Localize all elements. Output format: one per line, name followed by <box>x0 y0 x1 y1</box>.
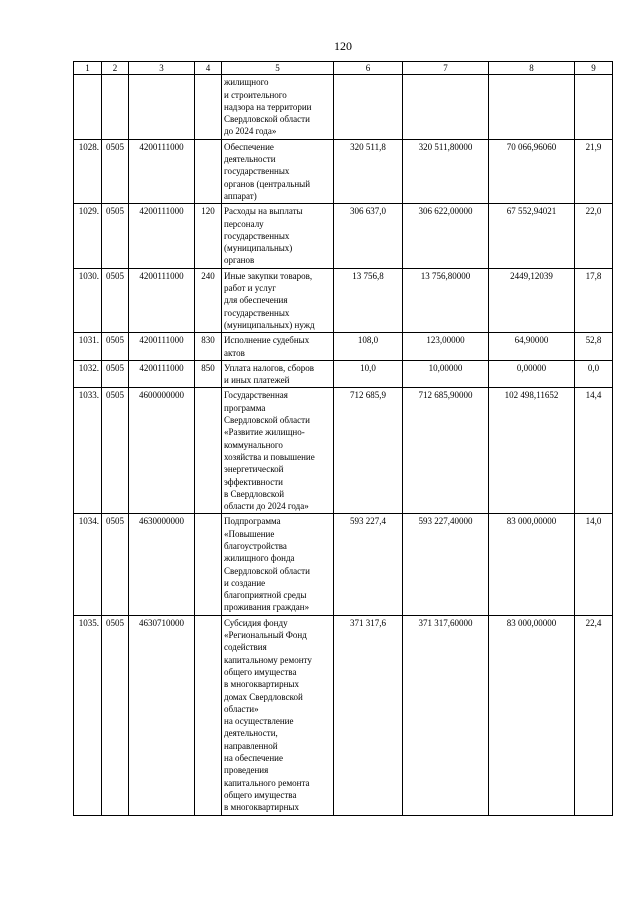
expense-type-cell: 850 <box>195 360 222 388</box>
expense-type-cell: 830 <box>195 333 222 361</box>
percent-cell: 21,9 <box>575 139 613 203</box>
plan-value-cell: 320 511,8 <box>334 139 403 203</box>
plan-value-cell: 108,0 <box>334 333 403 361</box>
row-number-cell: 1035. <box>74 615 102 815</box>
target-code-cell: 4200111000 <box>129 268 195 332</box>
description-cell: Субсидия фонду «Региональный Фонд содействия капитальному ремонту общего имущества в многоквартирных домах Свердловской области» на осуществление деятельности, направленной на обеспечение проведения капитального ремонта общего имущества в многоквартирных <box>222 615 334 815</box>
target-code-cell: 4630710000 <box>129 615 195 815</box>
actual-value-cell: 83 000,00000 <box>489 514 575 615</box>
expense-type-cell <box>195 615 222 815</box>
revised-value-cell: 306 622,00000 <box>403 204 489 268</box>
target-code-cell: 4200111000 <box>129 360 195 388</box>
description-cell: Исполнение судебных актов <box>222 333 334 361</box>
target-code-cell: 4200111000 <box>129 204 195 268</box>
revised-value-cell <box>403 75 489 139</box>
row-number-cell: 1034. <box>74 514 102 615</box>
plan-value-cell: 13 756,8 <box>334 268 403 332</box>
header-cell: 2 <box>102 62 129 75</box>
description-cell: Иные закупки товаров, работ и услуг для обеспечения государственных (муниципальных) нужд <box>222 268 334 332</box>
actual-value-cell: 64,90000 <box>489 333 575 361</box>
actual-value-cell: 102 498,11652 <box>489 388 575 514</box>
section-code-cell <box>102 75 129 139</box>
actual-value-cell: 0,00000 <box>489 360 575 388</box>
table-row <box>74 75 613 139</box>
plan-value-cell: 10,0 <box>334 360 403 388</box>
percent-cell: 17,8 <box>575 268 613 332</box>
target-code-cell: 4630000000 <box>129 514 195 615</box>
target-code-cell: 4200111000 <box>129 333 195 361</box>
revised-value-cell: 712 685,90000 <box>403 388 489 514</box>
header-cell: 4 <box>195 62 222 75</box>
section-code-cell: 0505 <box>102 514 129 615</box>
actual-value-cell: 70 066,96060 <box>489 139 575 203</box>
row-number-cell: 1033. <box>74 388 102 514</box>
section-code-cell: 0505 <box>102 268 129 332</box>
revised-value-cell: 320 511,80000 <box>403 139 489 203</box>
budget-table <box>73 61 613 816</box>
row-number-cell: 1028. <box>74 139 102 203</box>
revised-value-cell: 123,00000 <box>403 333 489 361</box>
plan-value-cell <box>334 75 403 139</box>
actual-value-cell: 83 000,00000 <box>489 615 575 815</box>
plan-value-cell: 593 227,4 <box>334 514 403 615</box>
section-code-cell: 0505 <box>102 139 129 203</box>
plan-value-cell: 712 685,9 <box>334 388 403 514</box>
section-code-cell: 0505 <box>102 333 129 361</box>
section-code-cell: 0505 <box>102 360 129 388</box>
table-row <box>74 204 613 268</box>
table-row <box>74 139 613 203</box>
expense-type-cell <box>195 514 222 615</box>
table-row <box>74 615 613 815</box>
row-number-cell: 1031. <box>74 333 102 361</box>
actual-value-cell: 2449,12039 <box>489 268 575 332</box>
percent-cell: 22,4 <box>575 615 613 815</box>
table-row <box>74 388 613 514</box>
expense-type-cell: 120 <box>195 204 222 268</box>
description-cell: Расходы на выплаты персоналу государственных (муниципальных) органов <box>222 204 334 268</box>
percent-cell: 0,0 <box>575 360 613 388</box>
row-number-cell: 1030. <box>74 268 102 332</box>
expense-type-cell <box>195 388 222 514</box>
header-cell: 7 <box>403 62 489 75</box>
table-row <box>74 268 613 332</box>
description-cell: жилищного и строительного надзора на территории Свердловской области до 2024 года» <box>222 75 334 139</box>
section-code-cell: 0505 <box>102 204 129 268</box>
target-code-cell <box>129 75 195 139</box>
plan-value-cell: 306 637,0 <box>334 204 403 268</box>
table-row <box>74 333 613 361</box>
page-number: 120 <box>334 39 352 53</box>
table-row <box>74 514 613 615</box>
revised-value-cell: 10,00000 <box>403 360 489 388</box>
actual-value-cell <box>489 75 575 139</box>
header-cell: 9 <box>575 62 613 75</box>
description-cell: Государственная программа Свердловской области «Развитие жилищно- коммунального хозяйства и повышение энергетической эффективности в Свердловской области до 2024 года» <box>222 388 334 514</box>
percent-cell: 14,0 <box>575 514 613 615</box>
header-cell: 8 <box>489 62 575 75</box>
description-cell: Обеспечение деятельности государственных органов (центральный аппарат) <box>222 139 334 203</box>
row-number-cell: 1029. <box>74 204 102 268</box>
percent-cell: 22,0 <box>575 204 613 268</box>
section-code-cell: 0505 <box>102 615 129 815</box>
percent-cell <box>575 75 613 139</box>
target-code-cell: 4200111000 <box>129 139 195 203</box>
expense-type-cell <box>195 75 222 139</box>
description-cell: Подпрограмма «Повышение благоустройства жилищного фонда Свердловской области и создание благоприятной среды проживания граждан» <box>222 514 334 615</box>
target-code-cell: 4600000000 <box>129 388 195 514</box>
percent-cell: 14,4 <box>575 388 613 514</box>
revised-value-cell: 593 227,40000 <box>403 514 489 615</box>
header-cell: 1 <box>74 62 102 75</box>
revised-value-cell: 13 756,80000 <box>403 268 489 332</box>
actual-value-cell: 67 552,94021 <box>489 204 575 268</box>
plan-value-cell: 371 317,6 <box>334 615 403 815</box>
header-cell: 5 <box>222 62 334 75</box>
revised-value-cell: 371 317,60000 <box>403 615 489 815</box>
table-row <box>74 360 613 388</box>
header-cell: 6 <box>334 62 403 75</box>
header-cell: 3 <box>129 62 195 75</box>
description-cell: Уплата налогов, сборов и иных платежей <box>222 360 334 388</box>
section-code-cell: 0505 <box>102 388 129 514</box>
header-row <box>74 62 613 75</box>
row-number-cell: 1032. <box>74 360 102 388</box>
row-number-cell <box>74 75 102 139</box>
expense-type-cell <box>195 139 222 203</box>
expense-type-cell: 240 <box>195 268 222 332</box>
percent-cell: 52,8 <box>575 333 613 361</box>
